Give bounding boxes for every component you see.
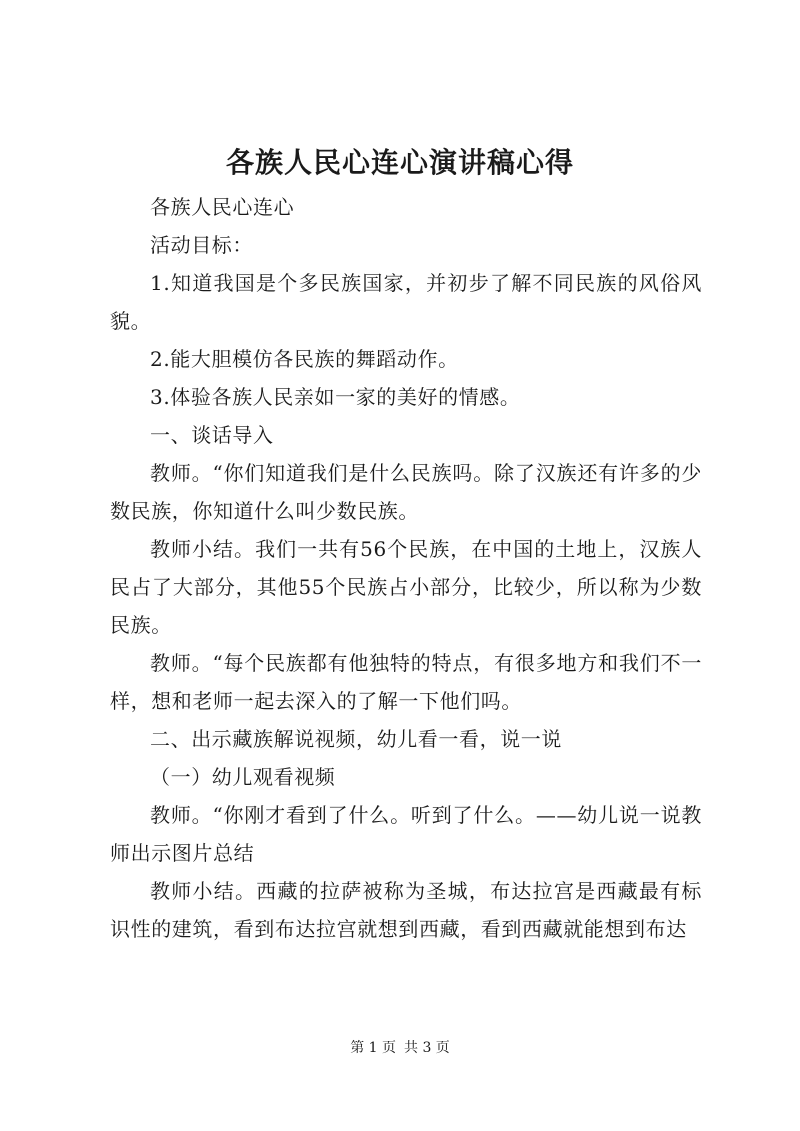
paragraph: 教师。“你们知道我们是什么民族吗。除了汉族还有许多的少数民族，你知道什么叫少数民族。 bbox=[110, 461, 702, 523]
paragraph: 各族人民心连心 bbox=[150, 195, 295, 219]
paragraph: 教师小结。我们一共有56个民族，在中国的土地上，汉族人民占了大部分，其他55个民族占小部分，比较少，所以称为少数民族。 bbox=[110, 537, 702, 637]
page-total: 共 3 页 bbox=[404, 1040, 450, 1056]
paragraph: 1.知道我国是个多民族国家，并初步了解不同民族的风俗风貌。 bbox=[110, 271, 702, 333]
paragraph: 教师小结。西藏的拉萨被称为圣城，布达拉宫是西藏最有标识性的建筑，看到布达拉宫就想到西藏，看到西藏就能想到布达 bbox=[110, 879, 702, 941]
paragraph: 教师。“你刚才看到了什么。听到了什么。——幼儿说一说教师出示图片总结 bbox=[110, 803, 702, 865]
document-body bbox=[110, 188, 702, 948]
page-footer bbox=[0, 1038, 800, 1058]
section-heading: 一、谈话导入 bbox=[150, 423, 274, 447]
paragraph: 2.能大胆模仿各民族的舞蹈动作。 bbox=[150, 347, 459, 371]
section-heading: 二、出示藏族解说视频，幼儿看一看，说一说 bbox=[150, 727, 562, 751]
paragraph: 活动目标： bbox=[150, 233, 253, 257]
page-number: 第 1 页 bbox=[350, 1040, 396, 1056]
paragraph: 教师。“每个民族都有他独特的特点，有很多地方和我们不一样，想和老师一起去深入的了解一下他们吗。 bbox=[110, 651, 702, 713]
subsection-heading: （一）幼儿观看视频 bbox=[150, 765, 336, 789]
paragraph: 3.体验各族人民亲如一家的美好的情感。 bbox=[150, 385, 521, 409]
document-title: 各族人民心连心演讲稿心得 bbox=[225, 146, 574, 179]
